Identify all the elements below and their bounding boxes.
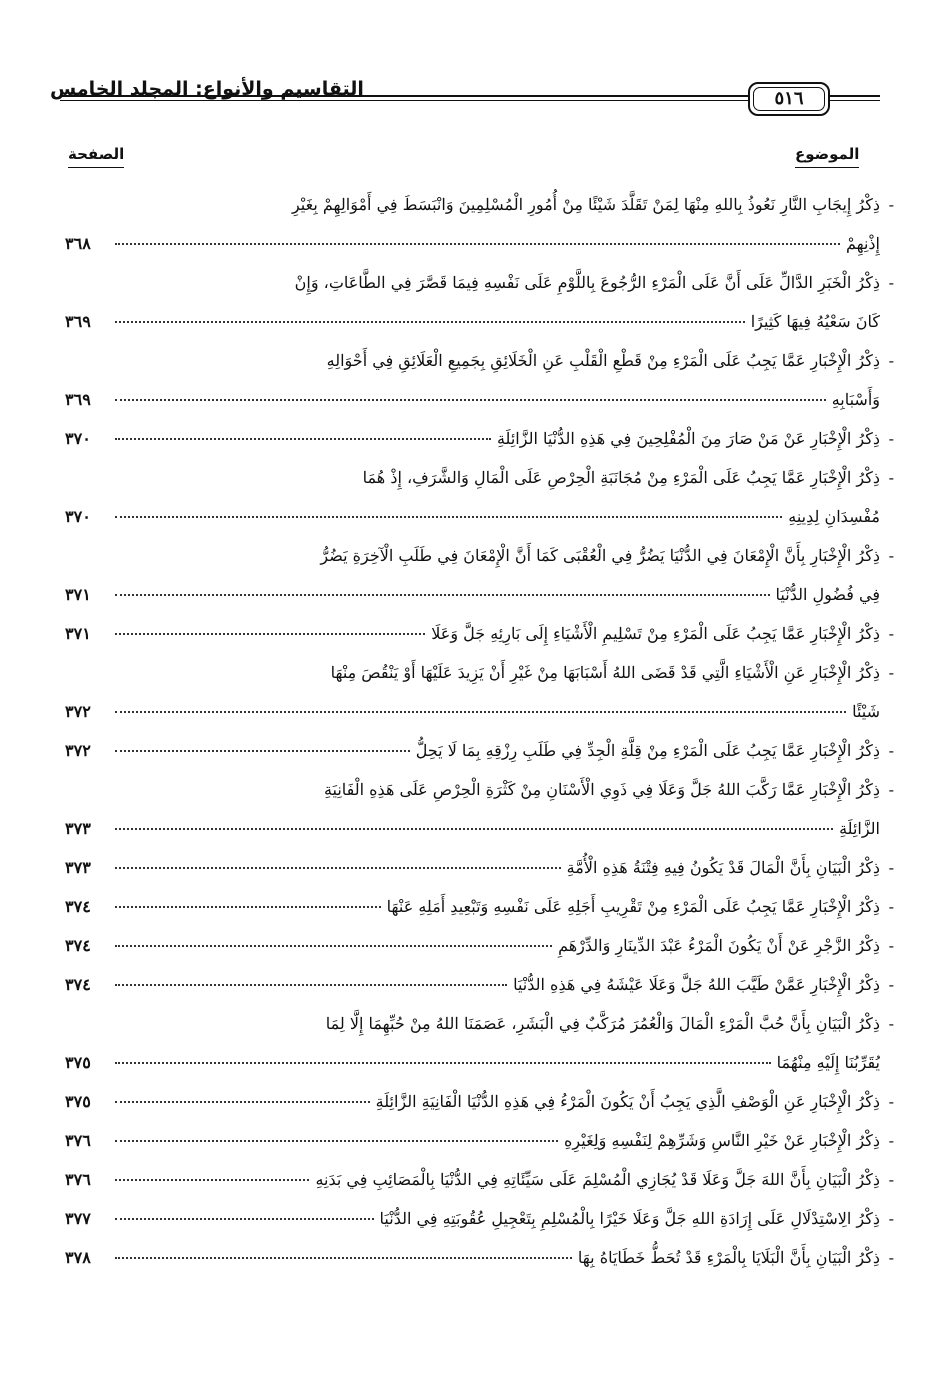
- entry-dash: -: [888, 273, 894, 292]
- entry-dash: -: [888, 1248, 894, 1267]
- entry-page-number: ٣٧٧: [65, 1209, 91, 1228]
- entry-text-continued: فِي فُضُولِ الدُّنْيَا: [775, 585, 880, 604]
- dot-leader: [115, 1179, 309, 1181]
- toc-entry: [65, 653, 894, 731]
- entry-text: ذِكْرُ الزَّجْرِ عَنْ أَنْ يَكُونَ الْمَرْءُ عَبْدَ الدِّينَارِ وَالدِّرْهَمِ: [558, 936, 880, 955]
- entry-page-number: ٣٧٣: [65, 819, 91, 838]
- entry-text: ذِكْرُ الْإِخْبَارِ بِأَنَّ الْإِمْعَانَ فِي الدُّنْيَا يَضُرُّ فِي الْعُقْبَى كَمَا أَنَّ الْإِمْعَانَ فِي طَلَبِ الْآخِرَةِ يَضُرُّ: [320, 546, 880, 565]
- toc-entry: [65, 770, 894, 848]
- header-rule-right: [830, 95, 880, 101]
- entry-text: ذِكْرُ الْإِخْبَارِ عَنْ مَنْ صَارَ مِنَ الْمُفْلِحِينَ فِي هَذِهِ الدُّنْيَا الزَّائِلَةِ: [496, 429, 880, 448]
- dot-leader: [115, 438, 491, 440]
- dot-leader: [115, 828, 833, 830]
- dot-leader: [115, 516, 782, 518]
- entry-text: ذِكْرُ الْإِخْبَارِ عَمَّا يَجِبُ عَلَى الْمَرْءِ مِنْ قَطْعِ الْقَلْبِ عَنِ الْخَلَائِقِ بِجَمِيعِ الْعَلَائِقِ فِي أَحْوَالِهِ: [326, 351, 880, 370]
- entry-page-number: ٣٦٨: [65, 234, 91, 253]
- toc-entry: [65, 341, 894, 419]
- toc-entry: [65, 1121, 894, 1160]
- dot-leader: [115, 243, 840, 245]
- entry-text: ذِكْرُ الْبَيَانِ بِأَنَّ الْبَلَايَا بِالْمَرْءِ قَدْ تُحَطُّ خَطَايَاهُ بِهَا: [577, 1248, 880, 1267]
- entry-page-number: ٣٧٨: [65, 1248, 91, 1267]
- column-topic-heading: الموضوع: [795, 145, 859, 168]
- entry-page-number: ٣٧٠: [65, 429, 91, 448]
- entry-dash: -: [888, 975, 894, 994]
- toc-list: [65, 185, 894, 1277]
- toc-entry: [65, 848, 894, 887]
- toc-entry: [65, 614, 894, 653]
- page-number: ٥١٦: [774, 88, 804, 109]
- entry-text: ذِكْرُ الْإِخْبَارِ عَنْ خَيْرِ النَّاسِ وَشَرِّهِمْ لِنَفْسِهِ وَلِغَيْرِهِ: [564, 1131, 880, 1150]
- toc-entry: [65, 419, 894, 458]
- entry-dash: -: [888, 1092, 894, 1111]
- entry-text: ذِكْرُ الْإِخْبَارِ عَنِ الْوَصْفِ الَّذِي يَجِبُ أَنْ يَكُونَ الْمَرْءُ فِي هَذِهِ الدُّنْيَا الْفَانِيَةِ الزَّائِلَةِ: [375, 1092, 880, 1111]
- entry-text: ذِكْرُ الْخَبَرِ الدَّالِّ عَلَى أَنَّ عَلَى الْمَرْءِ الرُّجُوعَ بِاللَّوْمِ عَلَى نَفْسِهِ فِيمَا قَصَّرَ فِي الطَّاعَاتِ، وَإِنْ: [294, 273, 880, 292]
- entry-text-continued: شَيْئًا: [852, 702, 880, 721]
- entry-page-number: ٣٧٠: [65, 507, 91, 526]
- entry-text: ذِكْرُ الْإِخْبَارِ عَنِ الْأَشْيَاءِ الَّتِي قَدْ قَضَى اللهُ أَسْبَابَهَا مِنْ غَيْرِ أَنْ يَزِيدَ عَلَيْهَا أَوْ يَنْقُصَ مِنْهَا: [330, 663, 880, 682]
- dot-leader: [115, 399, 826, 401]
- entry-text-continued: كَانَ سَعْيُهُ فِيهَا كَثِيرًا: [750, 312, 880, 331]
- toc-entry: [65, 1004, 894, 1082]
- entry-page-number: ٣٧٢: [65, 741, 91, 760]
- dot-leader: [115, 1101, 370, 1103]
- toc-entry: [65, 1199, 894, 1238]
- entry-text-continued: الزَّائِلَةِ: [839, 819, 880, 838]
- dot-leader: [115, 711, 846, 713]
- entry-text: ذِكْرُ الْبَيَانِ بِأَنَّ حُبَّ الْمَرْءِ الْمَالَ وَالْعُمُرَ مُرَكَّبٌ فِي الْبَشَرِ، عَصَمَنَا اللهُ مِنْ حُبِّهِمَا إِلَّا لِمَا: [325, 1014, 880, 1033]
- entry-page-number: ٣٦٩: [65, 312, 91, 331]
- entry-page-number: ٣٧١: [65, 624, 91, 643]
- toc-entry: [65, 1082, 894, 1121]
- dot-leader: [115, 633, 425, 635]
- entry-dash: -: [888, 468, 894, 487]
- entry-page-number: ٣٧٥: [65, 1053, 91, 1072]
- entry-dash: -: [888, 1170, 894, 1189]
- entry-dash: -: [888, 351, 894, 370]
- entry-dash: -: [888, 936, 894, 955]
- dot-leader: [115, 1062, 771, 1064]
- entry-dash: -: [888, 663, 894, 682]
- entry-text-continued: وَأَسْبَابِهِ: [831, 390, 880, 409]
- header-rule: [60, 95, 750, 101]
- entry-dash: -: [888, 858, 894, 877]
- entry-page-number: ٣٧٦: [65, 1131, 91, 1150]
- entry-text-continued: مُفْسِدَانِ لِدِينِهِ: [788, 507, 880, 526]
- toc-entry: [65, 263, 894, 341]
- entry-dash: -: [888, 1014, 894, 1033]
- entry-text: ذِكْرُ الْإِخْبَارِ عَمَّا يَجِبُ عَلَى الْمَرْءِ مِنْ مُجَانَبَةِ الْحِرْصِ عَلَى الْمَالِ وَالشَّرَفِ، إِذْ هُمَا: [362, 468, 880, 487]
- entry-dash: -: [888, 741, 894, 760]
- entry-text: ذِكْرُ الْبَيَانِ بِأَنَّ اللهَ جَلَّ وَعَلَا قَدْ يُجَازِي الْمُسْلِمَ عَلَى سَيِّئَاتِهِ فِي الدُّنْيَا بِالْمَصَائِبِ فِي بَدَنِهِ: [315, 1170, 880, 1189]
- entry-dash: -: [888, 429, 894, 448]
- entry-page-number: ٣٧١: [65, 585, 91, 604]
- toc-entry: [65, 1238, 894, 1277]
- entry-dash: -: [888, 780, 894, 799]
- entry-text: ذِكْرُ الْإِخْبَارِ عَمَّنْ طَيَّبَ اللهُ جَلَّ وَعَلَا عَيْشَهُ فِي هَذِهِ الدُّنْيَا: [513, 975, 880, 994]
- entry-dash: -: [888, 1131, 894, 1150]
- toc-entry: [65, 926, 894, 965]
- entry-dash: -: [888, 1209, 894, 1228]
- dot-leader: [115, 945, 552, 947]
- toc-entry: [65, 536, 894, 614]
- dot-leader: [115, 984, 507, 986]
- dot-leader: [115, 867, 561, 869]
- entry-page-number: ٣٧٤: [65, 936, 91, 955]
- running-title: التقاسيم والأنواع: المجلد الخامس: [50, 78, 364, 100]
- entry-text-continued: إِذْنِهِمْ: [845, 234, 880, 253]
- entry-page-number: ٣٧٥: [65, 1092, 91, 1111]
- column-page-heading: الصفحة: [68, 145, 124, 168]
- dot-leader: [115, 750, 410, 752]
- entry-page-number: ٣٦٩: [65, 390, 91, 409]
- entry-text: ذِكْرُ الِاسْتِدْلَالِ عَلَى إِرَادَةِ اللهِ جَلَّ وَعَلَا خَيْرًا بِالْمُسْلِمِ بِتَعْجِيلِ عُقُوبَتِهِ فِي الدُّنْيَا: [379, 1209, 880, 1228]
- entry-text: ذِكْرُ الْإِخْبَارِ عَمَّا رَكَّبَ اللهُ جَلَّ وَعَلَا فِي ذَوِي الْأَسْنَانِ مِنْ كَثْرَةِ الْحِرْصِ عَلَى هَذِهِ الْفَانِيَةِ: [323, 780, 880, 799]
- entry-page-number: ٣٧٤: [65, 897, 91, 916]
- dot-leader: [115, 906, 381, 908]
- entry-text: ذِكْرُ الْإِخْبَارِ عَمَّا يَجِبُ عَلَى الْمَرْءِ مِنْ تَسْلِيمِ الْأَشْيَاءِ إِلَى بَارِئِهِ جَلَّ وَعَلَا: [431, 624, 880, 643]
- entry-text: ذِكْرُ الْبَيَانِ بِأَنَّ الْمَالَ قَدْ يَكُونُ فِيهِ فِتْنَةُ هَذِهِ الْأُمَّةِ: [566, 858, 880, 877]
- toc-entry: [65, 1160, 894, 1199]
- entry-dash: -: [888, 546, 894, 565]
- toc-entry: [65, 731, 894, 770]
- toc-entry: [65, 965, 894, 1004]
- entry-text: ذِكْرُ إِيجَابِ النَّارِ نَعُوذُ بِاللهِ مِنْهَا لِمَنْ تَقَلَّدَ شَيْئًا مِنْ أُمُورِ الْمُسْلِمِينَ وَانْبَسَطَ فِي أَمْوَالِهِمْ بِغَيْرِ: [291, 195, 880, 214]
- toc-entry: [65, 887, 894, 926]
- entry-page-number: ٣٧٦: [65, 1170, 91, 1189]
- entry-page-number: ٣٧٤: [65, 975, 91, 994]
- entry-text: ذِكْرُ الْإِخْبَارِ عَمَّا يَجِبُ عَلَى الْمَرْءِ مِنْ قِلَّةِ الْجِدِّ فِي طَلَبِ رِزْقِهِ بِمَا لَا يَحِلُّ: [415, 741, 880, 760]
- entry-text-continued: يُقَرِّبُنَا إِلَيْهِ مِنْهُمَا: [776, 1053, 880, 1072]
- entry-dash: -: [888, 195, 894, 214]
- page-header: [40, 70, 900, 130]
- toc-entry: [65, 185, 894, 263]
- dot-leader: [115, 594, 770, 596]
- entry-dash: -: [888, 897, 894, 916]
- dot-leader: [115, 1218, 374, 1220]
- toc-entry: [65, 458, 894, 536]
- entry-dash: -: [888, 624, 894, 643]
- dot-leader: [115, 1257, 572, 1259]
- entry-page-number: ٣٧٢: [65, 702, 91, 721]
- dot-leader: [115, 321, 745, 323]
- dot-leader: [115, 1140, 558, 1142]
- entry-text: ذِكْرُ الْإِخْبَارِ عَمَّا يَجِبُ عَلَى الْمَرْءِ مِنْ تَقْرِيبِ أَجَلِهِ عَلَى نَفْسِهِ وَتَبْعِيدِ أَمَلِهِ عَنْهَا: [386, 897, 880, 916]
- page-number-box: [748, 82, 830, 116]
- entry-page-number: ٣٧٣: [65, 858, 91, 877]
